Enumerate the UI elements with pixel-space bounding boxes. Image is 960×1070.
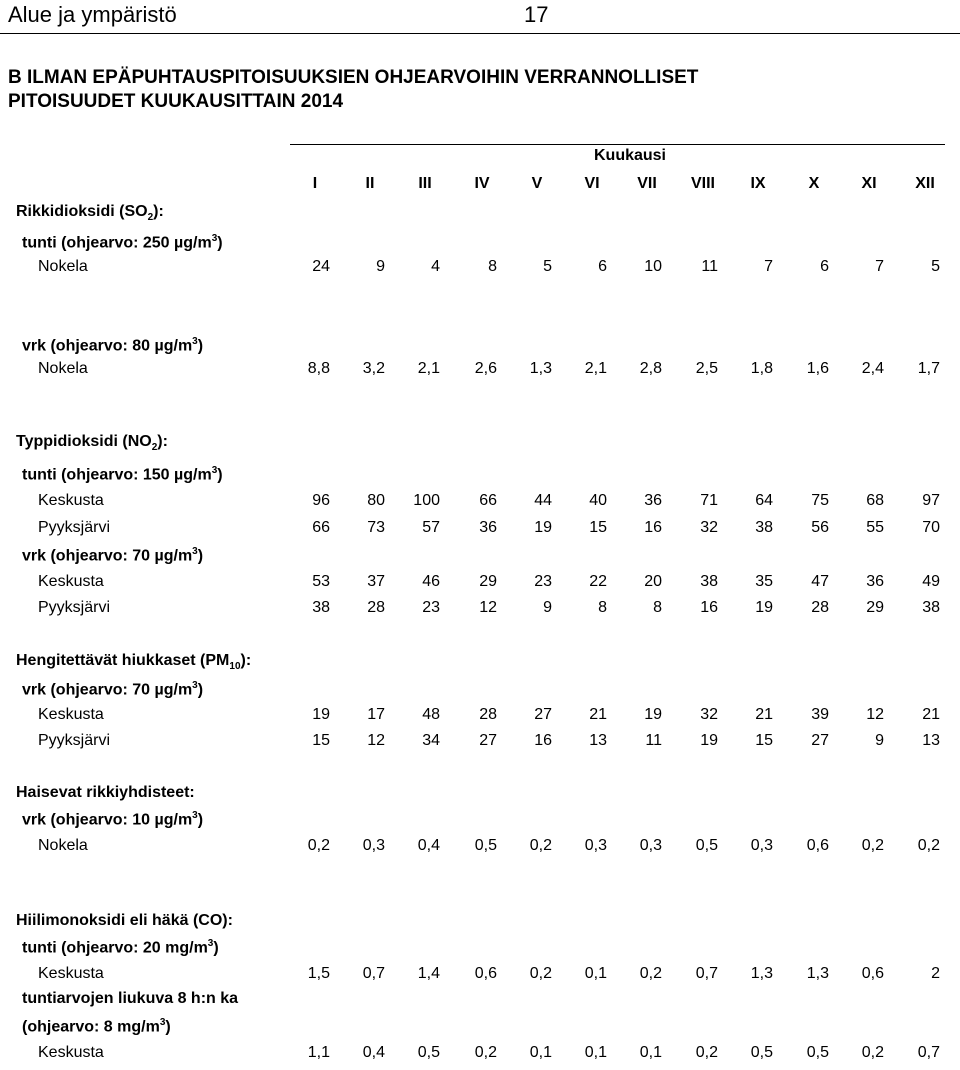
value-cell: 15 [589, 519, 607, 536]
value-cell: 80 [367, 492, 385, 509]
value-cell: 100 [413, 492, 440, 509]
value-cell: 16 [644, 519, 662, 536]
no2-tunti-label [0, 465, 960, 487]
month-header-I: I [312, 175, 318, 192]
label-text: vrk (ohjearvo: 80 µg/m [22, 337, 193, 355]
value-cell: 1,6 [806, 360, 829, 377]
label-superscript: 3 [207, 938, 214, 949]
value-cell: 1,5 [307, 965, 330, 982]
label-suffix: ) [213, 939, 219, 957]
value-cell: 23 [422, 599, 440, 616]
table-top-rule [290, 144, 945, 145]
value-cell: 9 [875, 732, 884, 749]
label-subscript: 2 [151, 442, 158, 454]
value-cell: 5 [543, 258, 552, 275]
so2-heading-label [16, 203, 164, 223]
value-cell: 2,1 [584, 360, 607, 377]
station-name: Keskusta [38, 1044, 104, 1061]
label-superscript: 3 [192, 336, 198, 347]
value-cell: 38 [922, 599, 940, 616]
value-cell: 6 [598, 258, 607, 275]
label-subscript: 10 [229, 661, 241, 673]
value-cell: 39 [811, 706, 829, 723]
value-cell: 10 [644, 258, 662, 275]
value-cell: 0,5 [750, 1044, 773, 1061]
value-cell: 19 [644, 706, 662, 723]
value-cell: 12 [479, 599, 497, 616]
value-cell: 56 [811, 519, 829, 536]
value-cell: 0,1 [639, 1044, 662, 1061]
pm10-heading-label [16, 652, 251, 672]
value-cell: 0,3 [362, 837, 385, 854]
co-rolling-heading [0, 990, 960, 1012]
section-title-line2: PITOISUUDET KUUKAUSITTAIN 2014 [8, 91, 344, 112]
label-text: tunti (ohjearvo: 150 µg/m [22, 466, 212, 484]
value-cell: 32 [700, 519, 718, 536]
label-suffix: ) [197, 337, 204, 355]
value-cell: 2 [931, 965, 940, 982]
label-suffix: ) [217, 466, 223, 484]
value-cell: 44 [534, 492, 552, 509]
table-row [0, 573, 960, 595]
value-cell: 0,2 [861, 837, 884, 854]
value-cell: 12 [367, 732, 385, 749]
value-cell: 0,2 [474, 1044, 497, 1061]
value-cell: 20 [644, 573, 662, 590]
value-cell: 1,4 [417, 965, 440, 982]
value-cell: 0,5 [695, 837, 718, 854]
trs-vrk-label [0, 810, 960, 832]
so2-tunti-label-label [22, 233, 223, 252]
pm10-heading [0, 652, 960, 674]
value-cell: 7 [875, 258, 884, 275]
co-rolling-limit-label-label [22, 1017, 171, 1036]
month-header-X: X [808, 175, 820, 192]
pm10-vrk-label [0, 680, 960, 702]
table-row [0, 706, 960, 728]
value-cell: 8 [488, 258, 497, 275]
value-cell: 2,6 [474, 360, 497, 377]
station-name: Nokela [38, 360, 88, 377]
value-cell: 0,2 [529, 965, 552, 982]
table-row [0, 837, 960, 859]
station-name: Keskusta [38, 492, 104, 509]
value-cell: 46 [422, 573, 440, 590]
no2-vrk-label-label [22, 546, 203, 565]
co-rolling-label: tuntiarvojen liukuva 8 h:n ka [22, 990, 239, 1007]
label-suffix: ) [197, 811, 204, 829]
value-cell: 40 [589, 492, 607, 509]
value-cell: 49 [922, 573, 940, 590]
value-cell: 3,2 [362, 360, 385, 377]
table-row [0, 1044, 960, 1066]
month-header-III: III [418, 175, 432, 192]
so2-heading [0, 203, 960, 225]
label-superscript: 3 [159, 1017, 166, 1028]
value-cell: 0,3 [639, 837, 662, 854]
month-header-XII: XII [915, 175, 935, 192]
trs-vrk-label-label [22, 810, 203, 829]
value-cell: 13 [922, 732, 940, 749]
value-cell: 12 [866, 706, 884, 723]
value-cell: 24 [312, 258, 330, 275]
value-cell: 55 [866, 519, 884, 536]
value-cell: 71 [700, 492, 718, 509]
no2-heading [0, 433, 960, 455]
header-rule [0, 33, 960, 34]
trs-heading-label: Haisevat rikkiyhdisteet: [16, 784, 195, 801]
label-suffix: ) [197, 681, 204, 699]
label-text: vrk (ohjearvo: 70 µg/m [22, 547, 193, 565]
value-cell: 48 [422, 706, 440, 723]
value-cell: 70 [922, 519, 940, 536]
table-row [0, 599, 960, 621]
value-cell: 0,1 [584, 1044, 607, 1061]
value-cell: 36 [644, 492, 662, 509]
month-header-row [0, 175, 960, 197]
value-cell: 0,6 [806, 837, 829, 854]
station-name: Keskusta [38, 965, 104, 982]
co-tunti-label-label [22, 938, 219, 957]
value-cell: 21 [589, 706, 607, 723]
label-superscript: 3 [192, 810, 198, 821]
value-cell: 8 [653, 599, 662, 616]
value-cell: 6 [820, 258, 829, 275]
label-text: tunti (ohjearvo: 250 µg/m [22, 234, 212, 252]
value-cell: 9 [376, 258, 385, 275]
value-cell: 29 [479, 573, 497, 590]
value-cell: 66 [312, 519, 330, 536]
value-cell: 2,5 [695, 360, 718, 377]
station-name: Pyyksjärvi [38, 519, 111, 536]
label-text: Typpidioksidi (NO [16, 433, 152, 450]
label-suffix: ) [217, 234, 223, 252]
value-cell: 96 [312, 492, 330, 509]
label-text: (ohjearvo: 8 mg/m [22, 1018, 160, 1036]
month-header-V: V [531, 175, 543, 192]
co-tunti-label [0, 938, 960, 960]
value-cell: 57 [422, 519, 440, 536]
label-suffix: ): [157, 433, 168, 450]
value-cell: 29 [866, 599, 884, 616]
label-superscript: 3 [192, 546, 198, 557]
so2-vrk-label [0, 336, 960, 358]
month-header-XI: XI [861, 175, 877, 192]
value-cell: 0,1 [529, 1044, 552, 1061]
label-superscript: 3 [192, 680, 198, 691]
value-cell: 1,3 [529, 360, 552, 377]
value-cell: 28 [367, 599, 385, 616]
value-cell: 19 [755, 599, 773, 616]
label-superscript: 3 [211, 465, 218, 476]
value-cell: 35 [755, 573, 773, 590]
table-row [0, 732, 960, 754]
co-heading-label: Hiilimonoksidi eli häkä (CO): [16, 912, 233, 929]
label-superscript: 3 [211, 233, 218, 244]
station-name: Pyyksjärvi [38, 732, 111, 749]
station-name: Keskusta [38, 706, 104, 723]
value-cell: 0,2 [861, 1044, 884, 1061]
label-text: Hengitettävät hiukkaset (PM [16, 652, 230, 669]
value-cell: 66 [479, 492, 497, 509]
label-subscript: 2 [147, 212, 154, 224]
value-cell: 0,2 [307, 837, 330, 854]
value-cell: 0,4 [417, 837, 440, 854]
page-number: 17 [524, 2, 549, 27]
value-cell: 15 [312, 732, 330, 749]
month-header-VI: VI [584, 175, 600, 192]
value-cell: 1,7 [917, 360, 940, 377]
value-cell: 8,8 [307, 360, 330, 377]
month-group-header: Kuukausi [593, 147, 666, 164]
value-cell: 36 [479, 519, 497, 536]
value-cell: 0,7 [917, 1044, 940, 1061]
station-name: Nokela [38, 837, 88, 854]
value-cell: 11 [645, 732, 662, 749]
value-cell: 19 [700, 732, 718, 749]
table-row [0, 360, 960, 382]
table-row [0, 492, 960, 514]
table-row [0, 519, 960, 541]
value-cell: 11 [701, 258, 718, 275]
value-cell: 23 [534, 573, 552, 590]
month-header-II: II [365, 175, 375, 192]
value-cell: 64 [755, 492, 773, 509]
trs-heading [0, 784, 960, 806]
value-cell: 53 [312, 573, 330, 590]
value-cell: 0,5 [417, 1044, 440, 1061]
running-header-title: Alue ja ympäristö [8, 2, 177, 27]
value-cell: 2,1 [417, 360, 440, 377]
value-cell: 38 [755, 519, 773, 536]
value-cell: 5 [931, 258, 940, 275]
value-cell: 7 [764, 258, 773, 275]
value-cell: 4 [431, 258, 440, 275]
section-title-line1: B ILMAN EPÄPUHTAUSPITOISUUKSIEN OHJEARVOIHIN VERRANNOLLISET [8, 67, 699, 88]
no2-vrk-label [0, 546, 960, 568]
month-header-IX: IX [750, 175, 766, 192]
month-header-VIII: VIII [690, 175, 715, 192]
value-cell: 27 [534, 706, 552, 723]
value-cell: 0,2 [917, 837, 940, 854]
co-rolling-limit-label [0, 1017, 960, 1039]
value-cell: 32 [700, 706, 718, 723]
value-cell: 1,1 [307, 1044, 330, 1061]
value-cell: 8 [598, 599, 607, 616]
value-cell: 17 [367, 706, 385, 723]
value-cell: 0,3 [584, 837, 607, 854]
value-cell: 47 [811, 573, 829, 590]
station-name: Nokela [38, 258, 88, 275]
value-cell: 16 [534, 732, 552, 749]
value-cell: 27 [811, 732, 829, 749]
value-cell: 38 [700, 573, 718, 590]
value-cell: 0,2 [529, 837, 552, 854]
value-cell: 0,5 [806, 1044, 829, 1061]
co-heading [0, 912, 960, 934]
value-cell: 0,4 [362, 1044, 385, 1061]
value-cell: 0,6 [861, 965, 884, 982]
value-cell: 28 [479, 706, 497, 723]
value-cell: 19 [312, 706, 330, 723]
value-cell: 0,2 [639, 965, 662, 982]
label-suffix: ): [240, 652, 252, 669]
so2-tunti-label [0, 233, 960, 255]
value-cell: 34 [422, 732, 440, 749]
value-cell: 27 [479, 732, 497, 749]
month-header-IV: IV [474, 175, 490, 192]
value-cell: 2,8 [639, 360, 662, 377]
value-cell: 1,3 [806, 965, 829, 982]
station-name: Pyyksjärvi [38, 599, 111, 616]
value-cell: 37 [367, 573, 385, 590]
value-cell: 0,7 [362, 965, 385, 982]
value-cell: 19 [534, 519, 552, 536]
pm10-vrk-label-label [22, 680, 203, 699]
value-cell: 75 [811, 492, 829, 509]
value-cell: 0,6 [474, 965, 497, 982]
value-cell: 2,4 [861, 360, 884, 377]
value-cell: 0,1 [584, 965, 607, 982]
value-cell: 13 [589, 732, 607, 749]
value-cell: 21 [755, 706, 773, 723]
label-text: vrk (ohjearvo: 10 µg/m [22, 811, 193, 829]
value-cell: 1,8 [750, 360, 773, 377]
value-cell: 68 [866, 492, 884, 509]
value-cell: 0,5 [474, 837, 497, 854]
value-cell: 97 [922, 492, 940, 509]
label-text: tunti (ohjearvo: 20 mg/m [22, 939, 208, 957]
label-suffix: ) [197, 547, 204, 565]
station-name: Keskusta [38, 573, 104, 590]
label-text: Rikkidioksidi (SO [16, 203, 148, 220]
label-suffix: ) [165, 1018, 171, 1036]
value-cell: 0,3 [750, 837, 773, 854]
value-cell: 1,3 [750, 965, 773, 982]
value-cell: 16 [700, 599, 718, 616]
value-cell: 36 [866, 573, 884, 590]
value-cell: 28 [811, 599, 829, 616]
value-cell: 21 [922, 706, 940, 723]
label-suffix: ): [153, 203, 164, 220]
value-cell: 0,2 [695, 1044, 718, 1061]
value-cell: 73 [367, 519, 385, 536]
value-cell: 22 [589, 573, 607, 590]
table-row [0, 965, 960, 987]
value-cell: 15 [755, 732, 773, 749]
section-title [8, 66, 908, 114]
no2-tunti-label-label [22, 465, 223, 484]
month-header-VII: VII [637, 175, 657, 192]
value-cell: 0,7 [695, 965, 718, 982]
so2-vrk-label-label [22, 336, 203, 355]
value-cell: 38 [312, 599, 330, 616]
no2-heading-label [16, 433, 168, 453]
value-cell: 9 [543, 599, 552, 616]
label-text: vrk (ohjearvo: 70 µg/m [22, 681, 193, 699]
table-row [0, 258, 960, 280]
